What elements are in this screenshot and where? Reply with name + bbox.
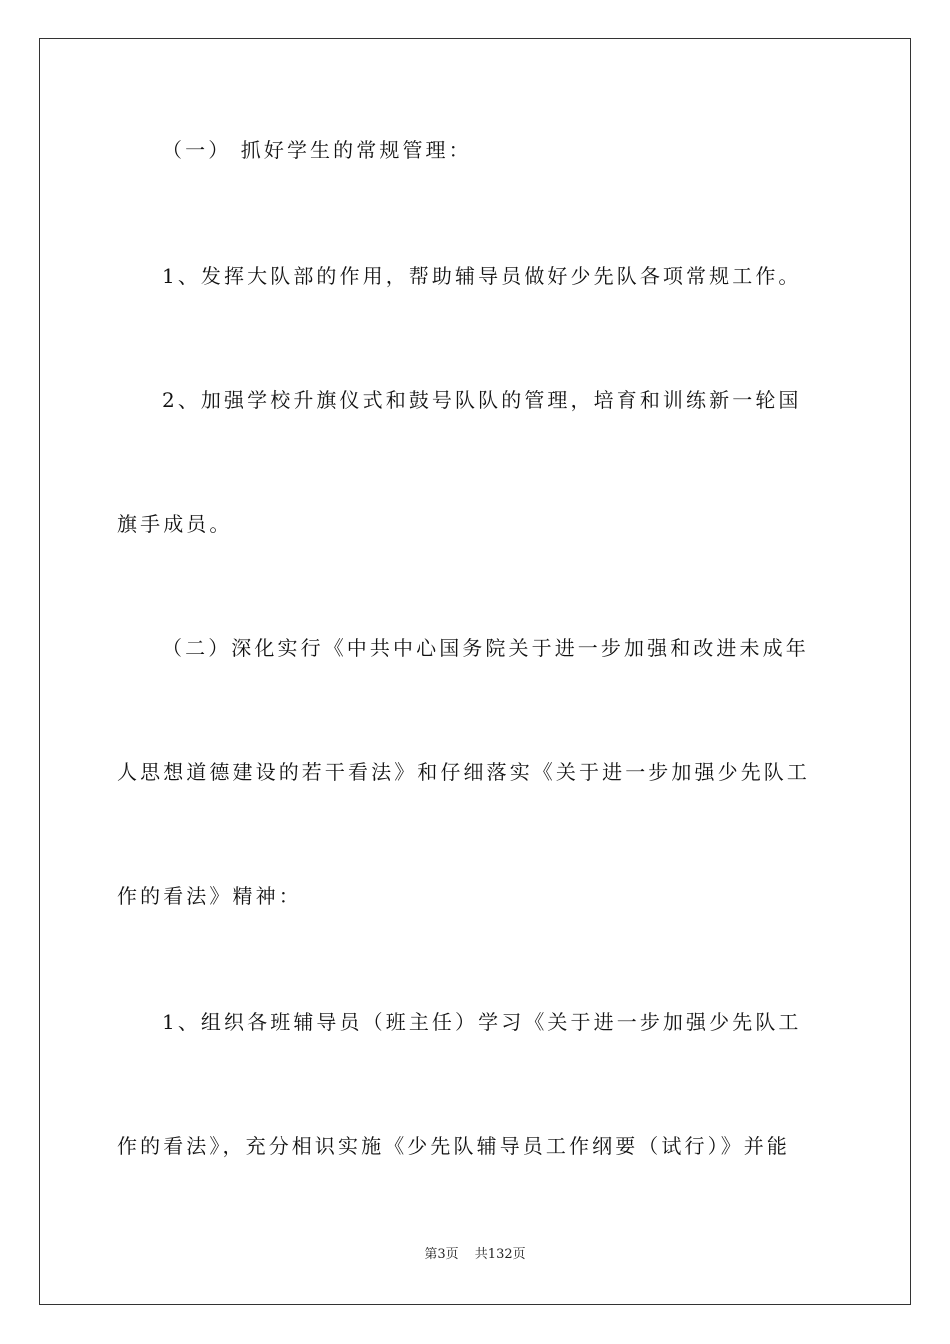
total-pages: 共132页: [474, 1247, 526, 1262]
page-number: 第3页: [424, 1247, 459, 1262]
text-line-9: 作的看法》，充分相识实施《少先队辅导员工作纲要（试行）》并能: [117, 1134, 790, 1158]
text-line-2: 1、发挥大队部的作用，帮助辅导员做好少先队各项常规工作。: [162, 264, 802, 288]
page-footer: [0, 1246, 950, 1264]
text-line-7: 作的看法》精神：: [117, 884, 302, 908]
text-line-4: 旗手成员。: [117, 512, 233, 536]
text-line-1: （一） 抓好学生的常规管理：: [162, 138, 472, 162]
text-line-6: 人思想道德建设的若干看法》和仔细落实《关于进一步加强少先队工: [117, 760, 810, 784]
page-border: [39, 38, 911, 1305]
text-line-5: （二）深化实行《中共中心国务院关于进一步加强和改进未成年: [162, 636, 809, 660]
text-line-8: 1、组织各班辅导员（班主任）学习《关于进一步加强少先队工: [162, 1010, 802, 1034]
text-line-3: 2、加强学校升旗仪式和鼓号队队的管理，培育和训练新一轮国: [162, 388, 802, 412]
